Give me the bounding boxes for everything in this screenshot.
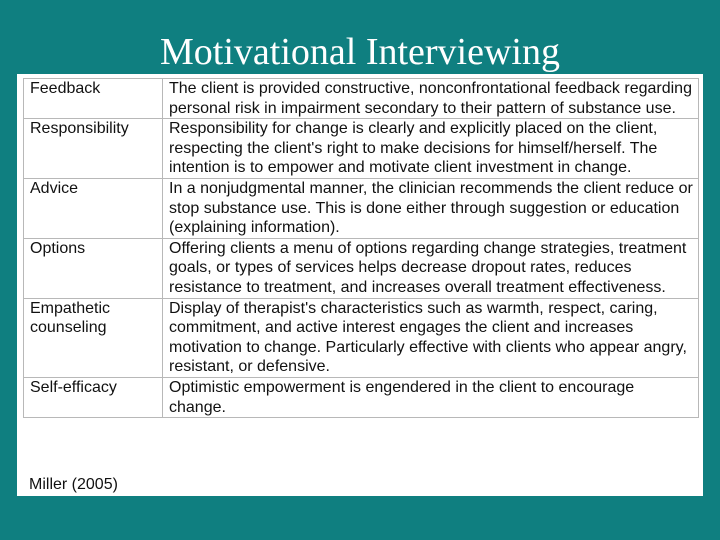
table-row <box>24 298 699 377</box>
term-cell: Advice <box>24 178 163 238</box>
table-panel <box>17 74 703 496</box>
term-cell: Options <box>24 238 163 298</box>
table-row <box>24 178 699 238</box>
term-cell: Empathetic counseling <box>24 298 163 377</box>
table-row <box>24 79 699 119</box>
mi-components-table <box>23 78 699 418</box>
description-cell: Offering clients a menu of options regarding change strategies, treatment goals, or types of services helps decrease dropout rates, reduces resistance to treatment, and increases overall treatment effectiveness. <box>163 238 699 298</box>
description-cell: Optimistic empowerment is engendered in the client to encourage change. <box>163 377 699 417</box>
table-row <box>24 119 699 179</box>
description-cell: In a nonjudgmental manner, the clinician recommends the client reduce or stop substance use. This is done either through suggestion or education (explaining information). <box>163 178 699 238</box>
term-cell: Self-efficacy <box>24 377 163 417</box>
slide-title: Motivational Interviewing <box>160 31 560 73</box>
table-row <box>24 377 699 417</box>
term-cell: Feedback <box>24 79 163 119</box>
table-row <box>24 238 699 298</box>
description-cell: Responsibility for change is clearly and explicitly placed on the client, respecting the client's right to make decisions for himself/herself. The intention is to empower and motivate client investment in change. <box>163 119 699 179</box>
description-cell: The client is provided constructive, nonconfrontational feedback regarding personal risk in impairment secondary to their pattern of substance use. <box>163 79 699 119</box>
term-cell: Responsibility <box>24 119 163 179</box>
description-cell: Display of therapist's characteristics such as warmth, respect, caring, commitment, and active interest engages the client and increases motivation to change. Particularly effective with clients who appear angry, resistant, or defensive. <box>163 298 699 377</box>
citation: Miller (2005) <box>29 476 118 493</box>
